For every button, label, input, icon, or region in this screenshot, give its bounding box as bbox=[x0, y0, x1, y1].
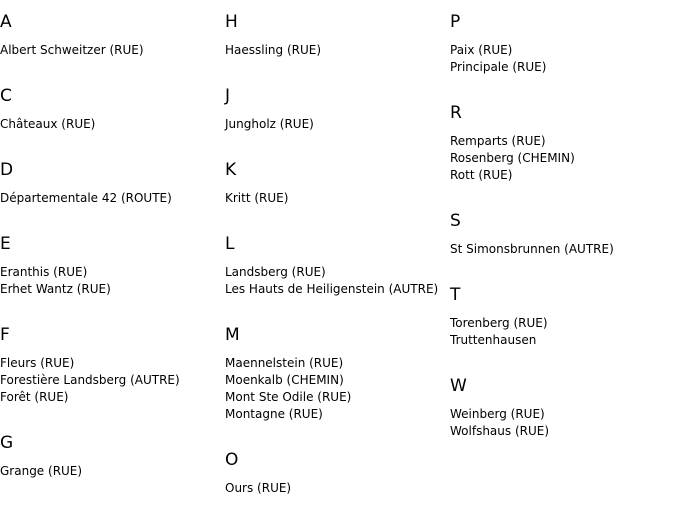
street-link[interactable]: Kritt (RUE) bbox=[225, 191, 289, 205]
street-link[interactable]: Grange (RUE) bbox=[0, 464, 83, 478]
street-link[interactable]: Haessling (RUE) bbox=[225, 43, 322, 57]
street-list bbox=[225, 264, 450, 298]
street-link[interactable]: Erhet Wantz (RUE) bbox=[0, 282, 111, 296]
letter-heading: K bbox=[225, 160, 237, 180]
street-link[interactable]: Weinberg (RUE) bbox=[450, 407, 545, 421]
street-list bbox=[450, 133, 675, 184]
street-link[interactable]: Forestière Landsberg (AUTRE) bbox=[0, 373, 180, 387]
letter-group-a bbox=[0, 12, 225, 59]
street-link[interactable]: Ours (RUE) bbox=[225, 481, 292, 495]
letter-heading: A bbox=[0, 12, 12, 32]
letter-group-d bbox=[0, 160, 225, 207]
street-list bbox=[0, 190, 225, 207]
street-link[interactable]: Eranthis (RUE) bbox=[0, 265, 88, 279]
street-list bbox=[0, 264, 225, 298]
letter-heading: R bbox=[450, 103, 462, 123]
letter-group-m bbox=[225, 325, 450, 423]
street-link[interactable]: Départementale 42 (ROUTE) bbox=[0, 191, 172, 205]
letter-group-k bbox=[225, 160, 450, 207]
street-list bbox=[450, 42, 675, 76]
street-link[interactable]: Landsberg (RUE) bbox=[225, 265, 326, 279]
letter-group-e bbox=[0, 234, 225, 298]
letter-heading: C bbox=[0, 86, 12, 106]
letter-heading: M bbox=[225, 325, 240, 345]
letter-group-r bbox=[450, 103, 675, 184]
street-link[interactable]: Mont Ste Odile (RUE) bbox=[225, 390, 352, 404]
street-list bbox=[225, 116, 450, 133]
letter-heading: E bbox=[0, 234, 11, 254]
letter-heading: G bbox=[0, 433, 14, 453]
letter-group-w bbox=[450, 376, 675, 440]
letter-group-f bbox=[0, 325, 225, 406]
letter-heading: T bbox=[450, 285, 461, 305]
street-list bbox=[225, 480, 450, 497]
street-link[interactable]: Albert Schweitzer (RUE) bbox=[0, 43, 144, 57]
street-link[interactable]: Montagne (RUE) bbox=[225, 407, 323, 421]
street-list bbox=[450, 315, 675, 349]
street-list bbox=[225, 190, 450, 207]
letter-group-s bbox=[450, 211, 675, 258]
letter-heading: W bbox=[450, 376, 467, 396]
letter-heading: S bbox=[450, 211, 461, 231]
street-link[interactable]: Moenkalb (CHEMIN) bbox=[225, 373, 344, 387]
letter-group-t bbox=[450, 285, 675, 349]
street-list bbox=[450, 406, 675, 440]
street-list bbox=[0, 463, 225, 480]
street-link[interactable]: Fleurs (RUE) bbox=[0, 356, 75, 370]
street-list bbox=[0, 355, 225, 406]
street-list bbox=[225, 42, 450, 59]
street-link[interactable]: Principale (RUE) bbox=[450, 60, 547, 74]
letter-group-o bbox=[225, 450, 450, 497]
street-list bbox=[225, 355, 450, 423]
letter-group-j bbox=[225, 86, 450, 133]
street-link[interactable]: Rott (RUE) bbox=[450, 168, 513, 182]
letter-heading: H bbox=[225, 12, 238, 32]
letter-heading: J bbox=[225, 86, 231, 106]
letter-heading: P bbox=[450, 12, 461, 32]
letter-group-g bbox=[0, 433, 225, 480]
street-link[interactable]: Châteaux (RUE) bbox=[0, 117, 96, 131]
letter-group-c bbox=[0, 86, 225, 133]
letter-group-l bbox=[225, 234, 450, 298]
street-link[interactable]: Truttenhausen bbox=[450, 333, 537, 347]
street-link[interactable]: Torenberg (RUE) bbox=[450, 316, 548, 330]
street-link[interactable]: St Simonsbrunnen (AUTRE) bbox=[450, 242, 614, 256]
letter-group-h bbox=[225, 12, 450, 59]
street-list bbox=[450, 241, 675, 258]
street-link[interactable]: Jungholz (RUE) bbox=[225, 117, 314, 131]
letter-heading: F bbox=[0, 325, 10, 345]
street-link[interactable]: Wolfshaus (RUE) bbox=[450, 424, 550, 438]
street-list bbox=[0, 42, 225, 59]
letter-heading: O bbox=[225, 450, 239, 470]
letter-group-p bbox=[450, 12, 675, 76]
street-link[interactable]: Remparts (RUE) bbox=[450, 134, 546, 148]
street-link[interactable]: Paix (RUE) bbox=[450, 43, 513, 57]
street-link[interactable]: Les Hauts de Heiligenstein (AUTRE) bbox=[225, 282, 439, 296]
street-link[interactable]: Forêt (RUE) bbox=[0, 390, 69, 404]
street-link[interactable]: Maennelstein (RUE) bbox=[225, 356, 344, 370]
letter-heading: D bbox=[0, 160, 14, 180]
street-link[interactable]: Rosenberg (CHEMIN) bbox=[450, 151, 575, 165]
letter-heading: L bbox=[225, 234, 235, 254]
street-list bbox=[0, 116, 225, 133]
